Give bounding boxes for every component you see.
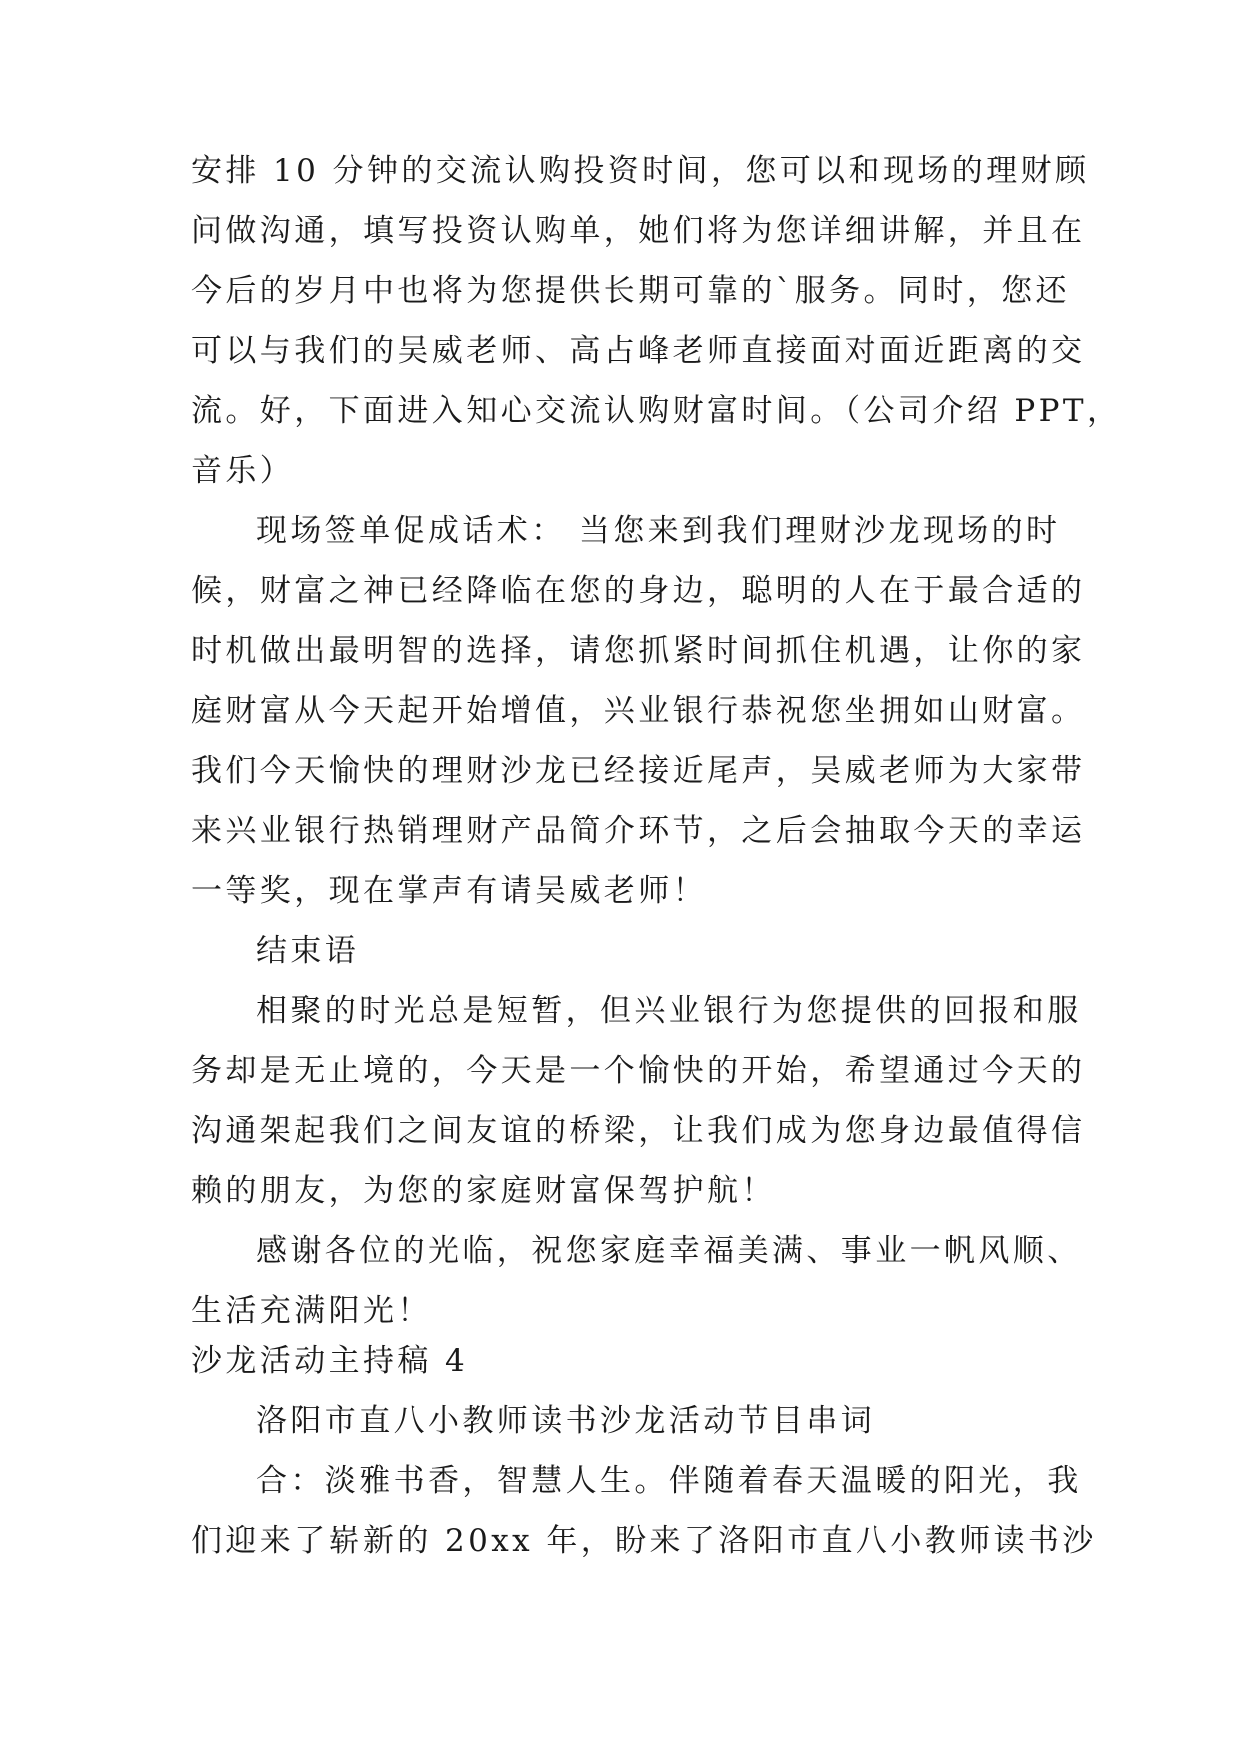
text-line: 时机做出最明智的选择，请您抓紧时间抓住机遇，让你的家: [191, 633, 1086, 669]
text-line: 务却是无止境的，今天是一个愉快的开始，希望通过今天的: [191, 1053, 1086, 1089]
text-line: 可以与我们的吴威老师、高占峰老师直接面对面近距离的交: [191, 333, 1086, 369]
text-line: 音乐）: [191, 453, 295, 489]
section-heading: 结束语: [256, 933, 360, 969]
paragraph-first-line: 相聚的时光总是短暂，但兴业银行为您提供的回报和服: [256, 993, 1082, 1029]
text-line: 今后的岁月中也将为您提供长期可靠的`服务。同时，您还: [191, 273, 1070, 309]
text-line: 候，财富之神已经降临在您的身边，聪明的人在于最合适的: [191, 573, 1086, 609]
text-line: 我们今天愉快的理财沙龙已经接近尾声，吴威老师为大家带: [191, 753, 1086, 789]
paragraph-first-line: 现场签单促成话术： 当您来到我们理财沙龙现场的时: [256, 513, 1061, 549]
text-line: 们迎来了崭新的 20xx 年，盼来了洛阳市直八小教师读书沙: [191, 1523, 1097, 1559]
text-line: 问做沟通，填写投资认购单，她们将为您详细讲解，并且在: [191, 213, 1086, 249]
text-line: 来兴业银行热销理财产品简介环节，之后会抽取今天的幸运: [191, 813, 1086, 849]
paragraph-first-line: 感谢各位的光临，祝您家庭幸福美满、事业一帆风顺、: [256, 1233, 1082, 1269]
text-line: 赖的朋友，为您的家庭财富保驾护航！: [191, 1173, 776, 1209]
text-line: 安排 10 分钟的交流认购投资时间，您可以和现场的理财顾: [191, 153, 1090, 189]
section-title: 沙龙活动主持稿 4: [191, 1343, 469, 1379]
text-line: 沟通架起我们之间友谊的桥梁，让我们成为您身边最值得信: [191, 1113, 1086, 1149]
text-line: 庭财富从今天起开始增值，兴业银行恭祝您坐拥如山财富。: [191, 693, 1086, 729]
program-title: 洛阳市直八小教师读书沙龙活动节目串词: [256, 1403, 876, 1439]
paragraph-first-line: 合：淡雅书香，智慧人生。伴随着春天温暖的阳光，我: [256, 1463, 1082, 1499]
text-line: 流。好，下面进入知心交流认购财富时间。（公司介绍 PPT，: [191, 393, 1122, 429]
text-line: 一等奖，现在掌声有请吴威老师！: [191, 873, 707, 909]
text-line: 生活充满阳光！: [191, 1293, 432, 1329]
